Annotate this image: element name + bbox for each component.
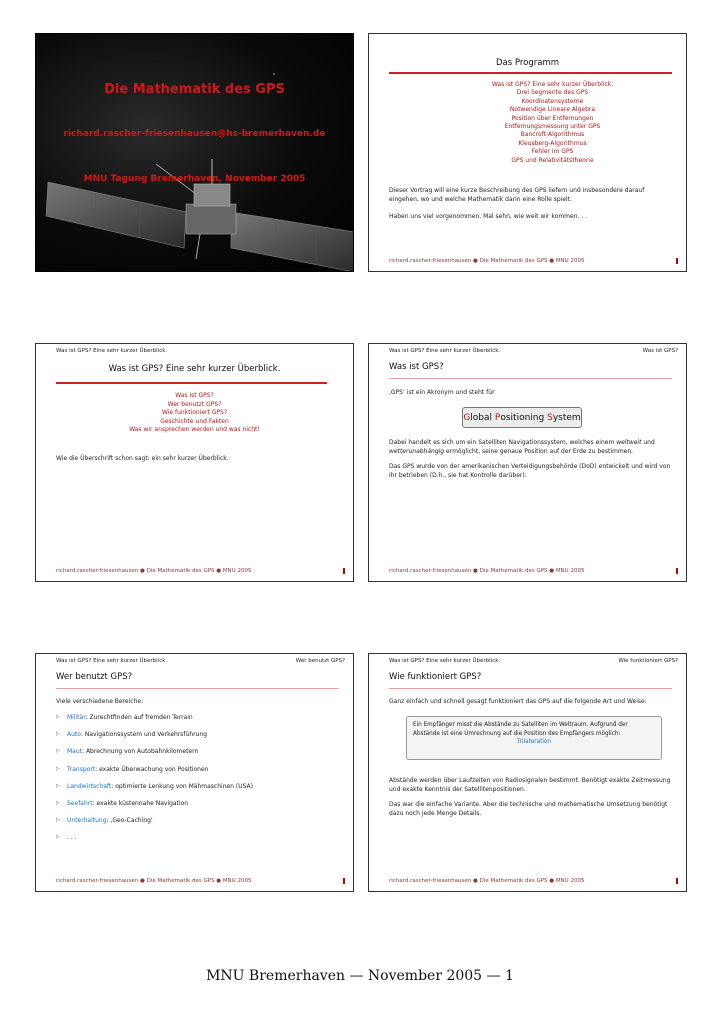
- slide-title: Was ist GPS?: [389, 362, 444, 372]
- event-line: MNU Tagung Bremerhaven, November 2005: [83, 174, 306, 184]
- list-item: ▷ Militär: Zurechtfinden auf fremden Terrain: [56, 714, 193, 721]
- acronym-box: G lobal P ositioning S ystem: [462, 407, 582, 428]
- toc-item[interactable]: Position über Entfernungen: [511, 114, 594, 122]
- list-item: ▷ Landwirtschaft: optimierte Lenkung von Mähmaschinen (USA): [56, 782, 253, 790]
- paragraph: Haben uns viel vorgenommen. Mal sehn, wie weit wir kommen. . .: [389, 213, 588, 220]
- section-contents: [56, 392, 333, 435]
- bullet-triangle-icon: ▷: [56, 799, 60, 806]
- footer-text: richard.rascher-friesenhausen ● Die Mathematik des GPS ● MNU 2005: [56, 568, 252, 574]
- intro-text: Viele verschiedene Bereiche:: [56, 698, 144, 705]
- toc-item[interactable]: Kleusberg-Algorithmus: [518, 139, 587, 147]
- presentation-title: Die Mathematik des GPS: [104, 82, 285, 97]
- footer-text: richard.rascher-friesenhausen ● Die Mathematik des GPS ● MNU 2005: [389, 258, 585, 264]
- footer-marker: [343, 568, 345, 574]
- paragraph: Wie die Überschrift schon sagt: ein sehr kurzer Überblick.: [56, 455, 229, 462]
- toc-item[interactable]: Drei Segmente des GPS: [516, 89, 589, 97]
- toc-item[interactable]: Wie funktioniert GPS?: [161, 409, 228, 417]
- list-item: ▷ Auto: Navigationssystem und Verkehrsführung: [56, 731, 208, 739]
- toc-item[interactable]: Notwendige Lineare Algebra: [509, 106, 596, 114]
- slide-footer: [56, 568, 345, 574]
- slide-footer: [56, 878, 345, 884]
- list-item: ▷ Seefahrt: exakte küstennahe Navigation: [56, 799, 189, 807]
- paragraph: Das GPS wurde von der amerikanischen Verteidigungsbehörde (DoD) entwickelt und wird von ihr betrieben (D.h., sie hat Kontrolle darüber).: [389, 463, 671, 479]
- bullet-triangle-icon: ▷: [56, 731, 60, 738]
- title-rule: [56, 382, 327, 384]
- slide-header: [389, 658, 678, 664]
- box-text: Ein Empfänger misst die Abstände zu Satelliten im Weltraum. Aufgrund der Abstände ist eine Umrechnung auf die Position des Empfängers möglich:: [413, 722, 628, 737]
- toc-item[interactable]: Was ist GPS? Eine sehr kurzer Überblick.: [491, 81, 614, 88]
- title-rule: [389, 688, 672, 689]
- footer-text: richard.rascher-friesenhausen ● Die Mathematik des GPS ● MNU 2005: [56, 878, 252, 884]
- footer-text: richard.rascher-friesenhausen ● Die Mathematik des GPS ● MNU 2005: [389, 568, 585, 574]
- slide-overview: [35, 343, 354, 582]
- bullet-triangle-icon: ▷: [56, 782, 60, 789]
- footer-marker: [676, 258, 678, 264]
- bullet-triangle-icon: ▷: [56, 834, 60, 841]
- slide-footer: [389, 878, 678, 884]
- header-subsection[interactable]: Wer benutzt GPS?: [295, 658, 345, 664]
- toc-item[interactable]: Geschichte und Fakten: [160, 417, 229, 425]
- trilateration-label[interactable]: Trilateration: [516, 739, 552, 746]
- slide-title: Wie funktioniert GPS?: [389, 672, 482, 682]
- bullet-triangle-icon: ▷: [56, 817, 60, 824]
- header-section[interactable]: Was ist GPS? Eine sehr kurzer Überblick.: [56, 658, 168, 664]
- toc-item[interactable]: Entfernungsmessung unter GPS: [504, 123, 601, 131]
- definition-box: [406, 716, 662, 760]
- toc-item[interactable]: Koordinatensysteme: [521, 97, 584, 105]
- slide-header: [389, 348, 678, 354]
- header-section[interactable]: Was ist GPS? Eine sehr kurzer Überblick.: [389, 658, 501, 664]
- list-item: ▷ . . .: [56, 834, 77, 842]
- slide-title: Wer benutzt GPS?: [56, 672, 133, 682]
- toc-item[interactable]: Was ist GPS?: [175, 392, 214, 399]
- bullet-triangle-icon: ▷: [56, 748, 60, 755]
- list-item: ▷ Unterhaltung: ‚Geo-Caching‘: [56, 817, 153, 825]
- slide-what-is-gps: [368, 343, 687, 582]
- footer-marker: [676, 878, 678, 884]
- paragraph: Ganz einfach und schnell gesagt funktioniert das GPS auf die folgende Art und Weise:: [389, 698, 647, 705]
- title-rule: [389, 378, 672, 379]
- title-rule: [389, 72, 672, 74]
- paragraph: Dieser Vortrag will eine kurze Beschreibung des GPS liefern und insbesondere darauf eingehen, wo und welche Mathematik darin eine Rolle spielt.: [389, 187, 645, 203]
- slide-title: Das Programm: [495, 58, 560, 68]
- toc-item[interactable]: Bancroft-Algorithmus: [520, 131, 585, 139]
- slide-how-gps-works: [368, 653, 687, 892]
- slide-title: [35, 33, 354, 272]
- table-of-contents: [429, 81, 676, 165]
- header-subsection[interactable]: Was ist GPS?: [642, 348, 678, 354]
- toc-item[interactable]: Fehler im GPS: [531, 148, 574, 156]
- slide-program: [368, 33, 687, 272]
- slide-footer: [389, 568, 678, 574]
- page-footer: MNU Bremerhaven — November 2005 — 1: [206, 968, 514, 984]
- footer-text: richard.rascher-friesenhausen ● Die Mathematik des GPS ● MNU 2005: [389, 878, 585, 884]
- paragraph: Das war die einfache Variante. Aber die technische und mathematische Umsetzung benötigt dazu noch jede Menge Details.: [389, 801, 668, 817]
- footer-marker: [676, 568, 678, 574]
- title-rule: [56, 688, 339, 689]
- slide-title: Was ist GPS? Eine sehr kurzer Überblick.: [108, 364, 281, 374]
- bullet-triangle-icon: ▷: [56, 765, 60, 772]
- slide-header: [56, 658, 345, 664]
- footer-marker: [343, 878, 345, 884]
- paragraph: Abstände werden über Laufzeiten von Radiosignalen bestimmt. Benötigt exakte Zeitmessung und exakte Kenntnis der Satellitenpositionen.: [389, 777, 671, 793]
- bullet-triangle-icon: ▷: [56, 714, 60, 720]
- header-section[interactable]: Was ist GPS? Eine sehr kurzer Überblick.: [56, 348, 168, 354]
- list-item: ▷ Transport: exakte Überwachung von Positionen: [56, 765, 209, 773]
- usage-list: [56, 714, 343, 852]
- toc-item[interactable]: Was wir ansprechen werden und was nicht!: [129, 426, 260, 434]
- slide-who-uses-gps: [35, 653, 354, 892]
- satellite-image: [36, 34, 354, 272]
- slide-header: [56, 348, 345, 354]
- header-section[interactable]: Was ist GPS? Eine sehr kurzer Überblick.: [389, 348, 501, 354]
- toc-item[interactable]: Wer benutzt GPS?: [167, 400, 222, 408]
- list-item: ▷ Maut: Abrechnung von Autobahnkilometern: [56, 748, 199, 756]
- paragraph: Dabei handelt es sich um ein Satelliten Navigationssystem, welches einem weltweit und wetterunabhängig ermöglicht, seine genaue Position auf der Erde zu bestimmen.: [389, 439, 655, 455]
- paragraph: ‚GPS‘ ist ein Akronym und steht für: [389, 389, 495, 396]
- slide-footer: [389, 258, 678, 264]
- toc-item[interactable]: GPS und Relativitätstheorie: [511, 156, 594, 164]
- author-email: richard.rascher-friesenhausen@hs-bremerhaven.de: [63, 129, 326, 139]
- header-subsection[interactable]: Wie funktioniert GPS?: [618, 658, 678, 664]
